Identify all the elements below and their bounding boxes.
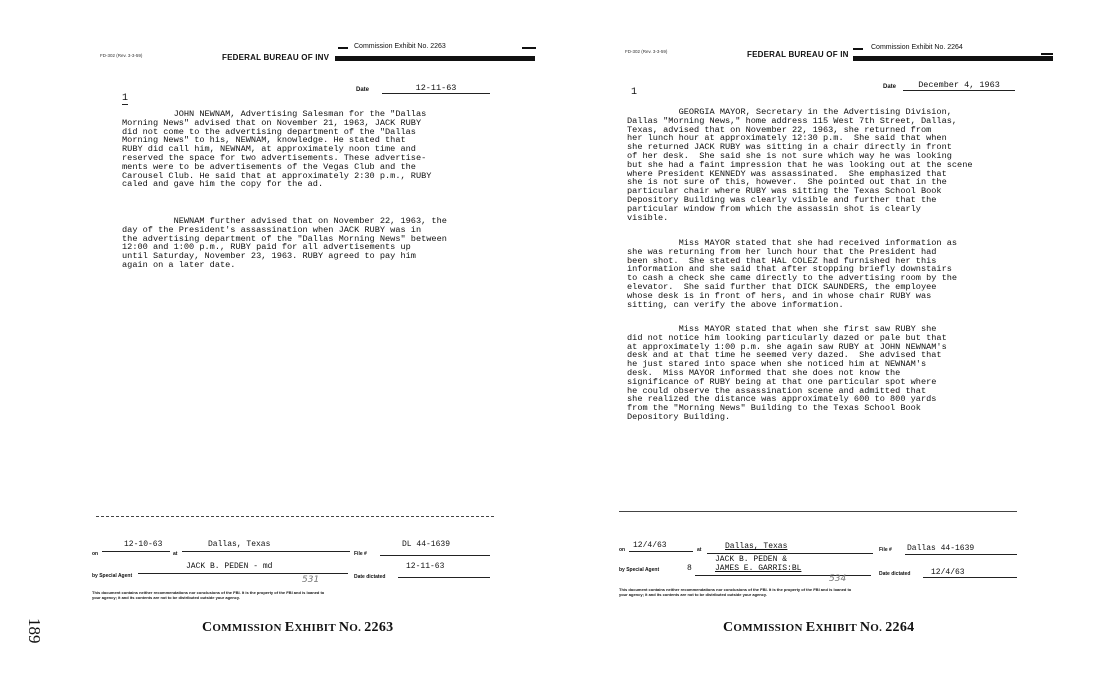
special-agent: JAMES E. GARRIS:BL xyxy=(715,564,802,573)
field-underline xyxy=(707,553,873,554)
report-paragraph: JOHN NEWNAM, Advertising Salesman for the "Dallas Morning News" advised that on November 21, 1963, JACK RUBY did not come to the advertising department of the "Dallas Morning News" to his, NEWNAM, knowledge. He stated that RUBY did call him, NEWNAM, at approximately noon time and reserved the space for two advertisements. These advertise- ments were to be advertisements of the Vegas Club and the Carousel Club. He said that at approximately 2:30 p.m., RUBY caled and gave him the copy for the ad. xyxy=(122,109,432,190)
at-label: at xyxy=(173,551,178,557)
exhibit-caption: COMMISSION EXHIBIT NO. 2263 xyxy=(202,620,394,635)
dictated-date: 12/4/63 xyxy=(931,568,965,577)
report-paragraph: GEORGIA MAYOR, Secretary in the Advertising Division, Dallas "Morning News," home address 115 West 7th Street, Dallas, Texas, advised that on November 22, 1963, she returned from her lunch hour at approximately 12:30 p.m. She said that when she returned JACK RUBY was sitting in a chair directly in front of her desk. She said she is not sure which way he was looking but she had a faint impression that he was looking out at the scene where President KENNEDY was assassinated. She emphasized that she is not sure of this, however. She pointed out that in the particular chair where RUBY was sitting the Texas School Book Depository Building was clearly visible and further that the particular window from which the assassin shot is clearly visible. xyxy=(627,107,973,223)
handwritten-number: 531 xyxy=(302,575,320,585)
field-underline xyxy=(380,555,490,556)
on-label: on xyxy=(92,551,99,557)
agent-label: by Special Agent xyxy=(92,573,133,579)
page-marker-underline xyxy=(122,104,128,105)
footer-rule xyxy=(619,511,1017,512)
field-underline xyxy=(182,551,350,552)
field-underline xyxy=(398,577,490,578)
file-number: DL 44-1639 xyxy=(402,540,451,549)
disclaimer: This document contains neither recommendations nor conclusions of the FBI. It is the property of the FBI and is loaned to your agency; it and its contents are not to be distributed outside your agency. xyxy=(92,590,325,600)
fbi-report-2264 xyxy=(617,0,1027,691)
date-label: Date xyxy=(356,87,370,93)
report-paragraph: Miss MAYOR stated that when she first saw RUBY she did not notice him looking particularly dazed or pale but that at approximately 1:00 p.m. she again saw RUBY at JOHN NEWNAM's desk and at that time he seemed very dazed. She advised that he just stared into space when she noticed him at NEWNAM's desk. Miss MAYOR informed that she does not know the significance of RUBY being at that one particular spot where he could observe the assassination scene and admitted that she realized the distance was approximately 600 to 800 yards from the "Morning News" Building to the Texas School Book Depository Building. xyxy=(627,324,947,422)
form-id: FD-302 (Rev. 3-3-59) xyxy=(625,49,668,54)
page-number: 189 xyxy=(25,618,44,644)
field-underline xyxy=(138,573,348,574)
field-underline xyxy=(905,554,1017,555)
page-marker: 1 xyxy=(631,87,638,98)
interview-date: 12/4/63 xyxy=(633,541,667,550)
agency-header: FEDERAL BUREAU OF INV xyxy=(222,53,330,62)
dictated-date: 12-11-63 xyxy=(406,562,445,571)
report-paragraph: Miss MAYOR stated that she had received information as she was returning from her lunch hour that the President had been shot. She stated that HAL COLEZ had furnished her this information and she said that after stopping briefly downstairs to cash a check she came directly to the advertising room by the elevator. She said further that DICK SAUNDERS, the employee whose desk is in front of hers, and in whose chair RUBY was sitting, can verify the above information. xyxy=(627,238,958,310)
agent-marker: 8 xyxy=(687,564,692,573)
report-date: December 4, 1963 xyxy=(903,80,1015,91)
interview-date: 12-10-63 xyxy=(124,540,163,549)
at-label: at xyxy=(697,547,702,553)
page-marker: 1 xyxy=(122,93,129,104)
special-agent: JACK B. PEDEN - md xyxy=(186,562,273,571)
stamp-bar xyxy=(522,47,536,49)
handwritten-number: 534 xyxy=(829,574,847,584)
file-label: File # xyxy=(879,547,892,553)
agent-label: by Special Agent xyxy=(619,567,660,573)
exhibit-caption: COMMISSION EXHIBIT NO. 2264 xyxy=(723,620,915,635)
redaction-bar xyxy=(335,56,535,61)
stamp-bar xyxy=(1041,53,1053,55)
exhibit-stamp: Commission Exhibit No. 2264 xyxy=(871,44,963,51)
special-agent: JACK B. PEDEN & xyxy=(715,555,788,564)
field-underline xyxy=(629,551,693,552)
stamp-bar xyxy=(853,48,863,50)
interview-location: Dallas, Texas xyxy=(725,542,788,551)
agency-header: FEDERAL BUREAU OF IN xyxy=(747,50,849,59)
interview-location: Dallas, Texas xyxy=(208,540,271,549)
report-date: 12-11-63 xyxy=(382,83,490,94)
footer-rule xyxy=(96,516,494,517)
dictated-label: Date dictated xyxy=(354,574,386,580)
stamp-bar xyxy=(338,47,348,49)
on-label: on xyxy=(619,547,626,553)
field-underline xyxy=(923,577,1017,578)
exhibit-stamp: Commission Exhibit No. 2263 xyxy=(354,43,446,50)
form-id: FD-302 (Rev. 3-3-59) xyxy=(100,53,143,58)
field-underline xyxy=(102,551,170,552)
date-label: Date xyxy=(883,84,897,90)
file-label: File # xyxy=(354,551,367,557)
fbi-report-2263 xyxy=(90,0,500,691)
disclaimer: This document contains neither recommendations nor conclusions of the FBI. It is the property of the FBI and is loaned to your agency; it and its contents are not to be distributed outside your agency. xyxy=(619,587,852,597)
file-number: Dallas 44-1639 xyxy=(907,544,975,553)
report-paragraph: NEWNAM further advised that on November 22, 1963, the day of the President's assassination when JACK RUBY was in the advertising department of the "Dallas Morning News" between 12:00 and 1:00 p.m., RUBY paid for all advertisements up until Saturday, November 23, 1963. RUBY agreed to pay him again on a later date. xyxy=(122,216,447,270)
dictated-label: Date dictated xyxy=(879,571,911,577)
redaction-bar xyxy=(853,56,1053,61)
